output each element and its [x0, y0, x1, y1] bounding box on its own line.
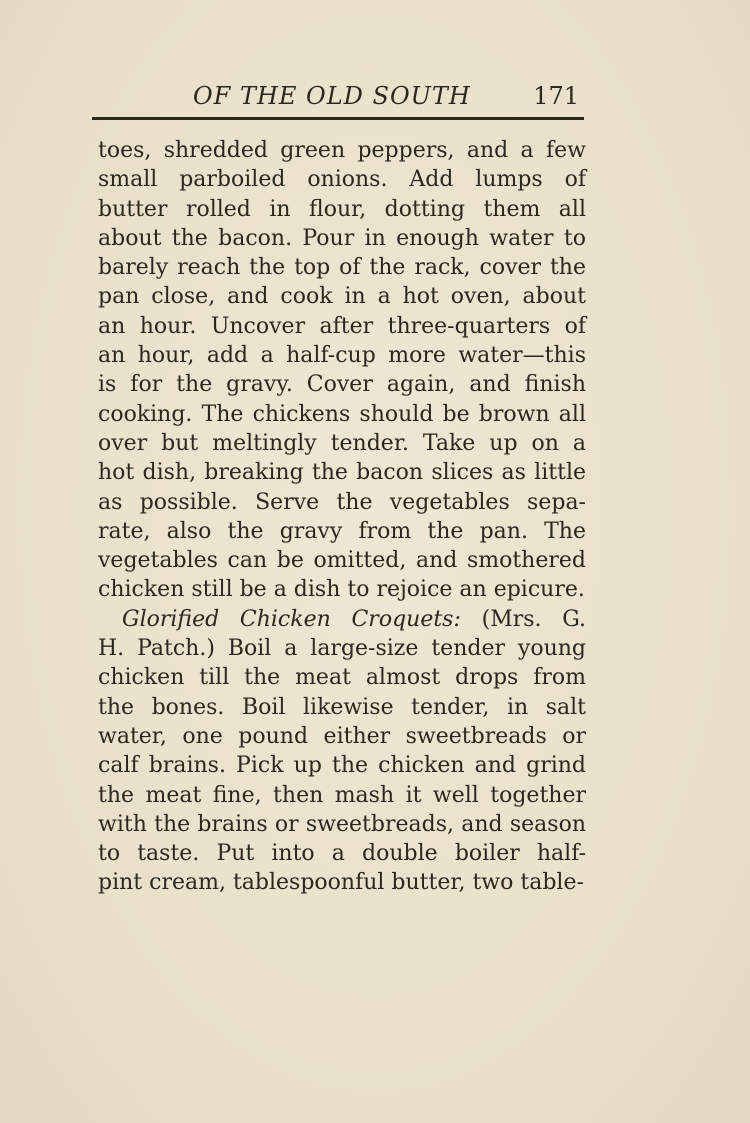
- running-title: OF THE OLD SOUTH: [193, 82, 471, 110]
- text-line: rate, also the gravy from the pan. The: [98, 518, 586, 544]
- text-line: with the brains or sweetbreads, and season: [98, 811, 586, 837]
- text-line: is for the gravy. Cover again, and finish: [98, 372, 586, 398]
- text-line: pan close, and cook in a hot oven, about: [98, 284, 586, 310]
- recipe-title: Glorified Chicken Croquets:: [122, 606, 461, 632]
- page-number: 171: [533, 82, 579, 110]
- text-line: butter rolled in flour, dotting them all: [98, 196, 586, 222]
- text-line: an hour, add a half-cup more water—this: [98, 343, 586, 369]
- text-line: about the bacon. Pour in enough water to: [98, 225, 586, 251]
- text-line: hot dish, breaking the bacon slices as little: [98, 460, 586, 486]
- text-line: cooking. The chickens should be brown all: [98, 401, 586, 427]
- text-line: the meat fine, then mash it well together: [98, 782, 586, 808]
- text-line: as possible. Serve the vegetables sepa-: [98, 489, 586, 515]
- running-head: [92, 80, 584, 116]
- header-rule: [92, 117, 584, 120]
- text-line: to taste. Put into a double boiler half-: [98, 841, 586, 867]
- text-line: small parboiled onions. Add lumps of: [98, 167, 586, 193]
- recipe-attribution: (Mrs. G.: [481, 606, 587, 632]
- body-text: [98, 136, 586, 898]
- text-line: the bones. Boil likewise tender, in salt: [98, 694, 586, 720]
- recipe-heading-line: [98, 605, 586, 634]
- text-line: chicken till the meat almost drops from: [98, 665, 586, 691]
- text-line: H. Patch.) Boil a large-size tender young: [98, 636, 586, 662]
- text-line: pint cream, tablespoonful butter, two table-: [98, 870, 584, 896]
- text-line: toes, shredded green peppers, and a few: [98, 138, 586, 163]
- text-line: vegetables can be omitted, and smothered: [98, 548, 586, 574]
- text-line: calf brains. Pick up the chicken and grind: [98, 753, 586, 779]
- text-line: water, one pound either sweetbreads or: [98, 723, 586, 749]
- text-line: over but meltingly tender. Take up on a: [98, 430, 586, 456]
- text-line: barely reach the top of the rack, cover the: [98, 255, 586, 281]
- text-line: an hour. Uncover after three-quarters of: [98, 313, 586, 339]
- text-line: chicken still be a dish to rejoice an epicure.: [98, 577, 585, 603]
